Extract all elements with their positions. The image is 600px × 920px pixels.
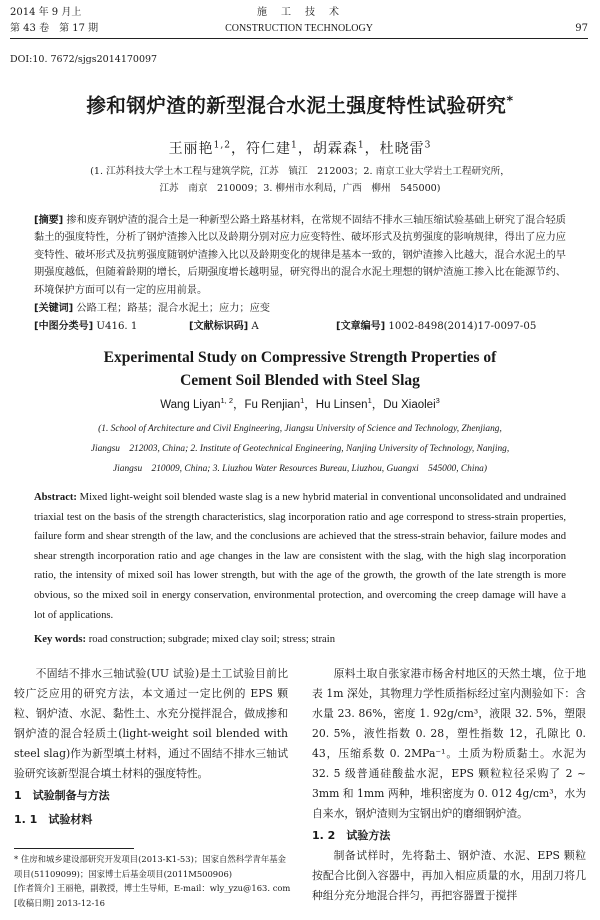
doc-code-value: A <box>251 321 259 332</box>
abstract-cn <box>34 212 566 299</box>
author-en: Du Xiaolei <box>383 399 436 411</box>
doc-code-group <box>189 318 259 335</box>
doc-code-label: [文献标识码] <box>189 321 249 332</box>
author-separator: ， <box>297 141 313 157</box>
footnotes <box>14 852 292 910</box>
header-rule <box>10 38 588 39</box>
affiliations-en <box>20 419 580 479</box>
materials-paragraph: 原料土取自张家港市杨舍村地区的天然土壤，位于地表 1m 深处，其物理力学性质指标经过室内测验如下：含水量 23. 86%，密度 1. 92g/cm³，液限 32. 5%，塑限 20. 5%，液性指数 0. 28，塑性指数 12，孔隙比 0. 43，压缩系数 0. 2MPa⁻¹。土质为粉质黏土。水泥为 32. 5 级普通硅酸盐水泥，EPS 颗粒粒径采购了 2 ~ 3mm 和 1mm 两种，堆积密度为 0. 012 4g/cm³，水为自来水，钢炉渣则为宝钢出炉的磨细钢炉渣。 <box>312 667 586 820</box>
title-cn-text: 掺和钢炉渣的新型混合水泥土强度特性试验研究 <box>86 94 507 117</box>
author-sup: 3 <box>424 140 432 151</box>
author-sup: 1 <box>300 396 305 406</box>
affiliation-line: Jiangsu 210009, China; 3. Liuzhou Water Resources Bureau, Liuzhou, Guangxi 545000, China) <box>113 464 487 474</box>
title-en-line: Experimental Study on Compressive Strength Properties of <box>103 349 497 366</box>
author-sup: 1 <box>367 396 372 406</box>
author-separator: ， <box>364 141 380 157</box>
author-sup: 1 <box>357 140 365 151</box>
keywords-text-en: road construction; subgrade; mixed clay soil; stress; strain <box>88 634 336 645</box>
journal-name-en: CONSTRUCTION TECHNOLOGY <box>225 23 373 34</box>
body-right-column <box>312 664 586 906</box>
intro-paragraph: 不固结不排水三轴试验(UU 试验)是土工试验目前比较广泛应用的研究方法，本文通过一定比例的 EPS 颗粒、钢炉渣、水泥、黏性土、水充分搅拌混合，做成掺和钢炉渣的混合轻质土(light-weight soil blended with steel slag)作为新型填土材料，通过不固结不排水三轴试验研究该新型混合填土材料的强度特性。 <box>14 667 288 780</box>
abstract-en <box>34 488 566 625</box>
title-en <box>0 346 600 392</box>
clc-value: U416. 1 <box>96 321 138 332</box>
section-heading-1: 1 试验制备与方法 <box>14 789 110 802</box>
author-en: Hu Linsen <box>315 399 368 411</box>
author-sup: 3 <box>435 396 440 406</box>
keywords-en <box>34 630 566 650</box>
authors-cn <box>0 138 600 158</box>
title-en-line: Cement Soil Blended with Steel Slag <box>180 372 420 389</box>
clc-label: [中图分类号] <box>34 321 94 332</box>
author-sup: 1, 2 <box>220 396 233 406</box>
title-footnote-mark: * <box>506 92 514 108</box>
keywords-text-cn: 公路工程；路基；混合水泥土；应力；应变 <box>76 303 270 314</box>
section-heading-1-1: 1. 1 试验材料 <box>14 813 93 826</box>
affiliation-line: Jiangsu 212003, China; 2. Institute of Geotechnical Engineering, Nanjing University of Technology, Nanjing, <box>90 444 510 454</box>
affiliation-line: (1. School of Architecture and Civil Engineering, Jiangsu University of Science and Technology, Zhenjiang, <box>98 424 502 434</box>
author-cn: 符仁建 <box>246 141 292 157</box>
doi: DOI:10. 7672/sjgs2014170097 <box>10 54 158 65</box>
author-en: Fu Renjian <box>244 399 301 411</box>
author-separator: ， <box>232 399 245 411</box>
keywords-cn <box>34 300 566 317</box>
abstract-text-en: Mixed light-weight soil blended waste slag is a new hybrid material in conventional unconsolidated and undrained triaxial test on the basis of the strength characteristics, slag incorporation ratio and age correspond to stress-strain properties, failure form and shear strength of the law, and the conclusions are achieved that the stress-strain behavior, failure modes and shear strength incorporation ratio and age changes in the law are consistent with the slag, with the high slag incorporation ratio, the intensity of mixed soil has lower strength, but with the age of the growth, the growth of the late strength is more obvious, so the mixed soil in energy conservation, environmental protection, and overcoming the creep damage will have a lot of applications. <box>34 492 566 621</box>
abstract-label-cn: [摘要] <box>34 215 64 226</box>
section-heading-1-2: 1. 2 试验方法 <box>312 829 391 842</box>
author-bio-footnote: [作者简介] 王丽艳，副教授，博士生导师，E-mail：wly_yzu@163. com <box>14 883 291 893</box>
author-separator: ， <box>231 141 247 157</box>
keywords-label-cn: [关键词] <box>34 303 74 314</box>
affiliations-cn <box>30 163 570 197</box>
author-en: Wang Liyan <box>160 399 221 411</box>
author-sup: 1 <box>291 140 298 151</box>
footnote-rule <box>14 848 134 849</box>
method-paragraph: 制备试样时，先将黏土、钢炉渣、水泥、EPS 颗粒按配合比倒入容器中，再加入相应质量的水，用刮刀将几种组分充分地混合拌匀，再把容器置于搅拌 <box>312 849 586 902</box>
issue-date: 2014 年 9 月上 <box>10 7 82 18</box>
body-left-column <box>14 664 288 830</box>
page-number: 97 <box>575 23 588 34</box>
abstract-text-cn: 掺和废弃钢炉渣的混合土是一种新型公路土路基材料，在常规不固结不排水三轴压缩试验基础上研究了混合轻质黏土的强度特性，分析了钢炉渣掺入比以及龄期分别对应力应变特性、破坏形式及抗剪强度的影响规律，得出了应力应变特性、破坏形式及抗剪强度随钢炉渣掺入比以及龄期变化的规律是基本一致的，钢炉渣掺入比越大，混合水泥土的早期强度越低，但随着龄期的增长，后期强度增长越明显，研究得出的混合水泥土理想的钢炉渣施工掺入比在能源节约、环境保护方面可以有一定的应用前景。 <box>34 215 566 296</box>
author-cn: 杜晓雷 <box>379 141 425 157</box>
keywords-label-en: Key words: <box>34 634 87 645</box>
article-no-label: [文章编号] <box>336 321 386 332</box>
author-sup: 1,2 <box>213 140 232 151</box>
affiliation-line: 江苏 南京 210009；3. 柳州市水利局，广西 柳州 545000) <box>159 183 441 194</box>
volume-issue: 第 43 卷 第 17 期 <box>10 23 99 34</box>
classification-row <box>34 318 566 335</box>
journal-name-cn: 施 工 技 术 <box>257 7 341 18</box>
title-cn <box>0 90 600 118</box>
authors-en <box>0 396 600 412</box>
affiliation-line: (1. 江苏科技大学土木工程与建筑学院，江苏 镇江 212003；2. 南京工业大学岩土工程研究所， <box>90 166 510 177</box>
article-no-value: 1002-8498(2014)17-0097-05 <box>388 321 537 332</box>
author-separator: ， <box>371 399 384 411</box>
author-cn: 胡霖森 <box>312 141 358 157</box>
article-no-group <box>336 318 536 335</box>
received-date-footnote: [收稿日期] 2013-12-16 <box>14 897 105 908</box>
author-cn: 王丽艳 <box>168 141 214 157</box>
author-separator: ， <box>304 399 316 411</box>
abstract-label-en: Abstract: <box>34 492 77 503</box>
funding-footnote: * 住房和城乡建设部研究开发项目(2013-K1-53)；国家自然科学青年基金项目(51109099)；国家博士后基金项目(2011M500906) <box>14 854 286 879</box>
